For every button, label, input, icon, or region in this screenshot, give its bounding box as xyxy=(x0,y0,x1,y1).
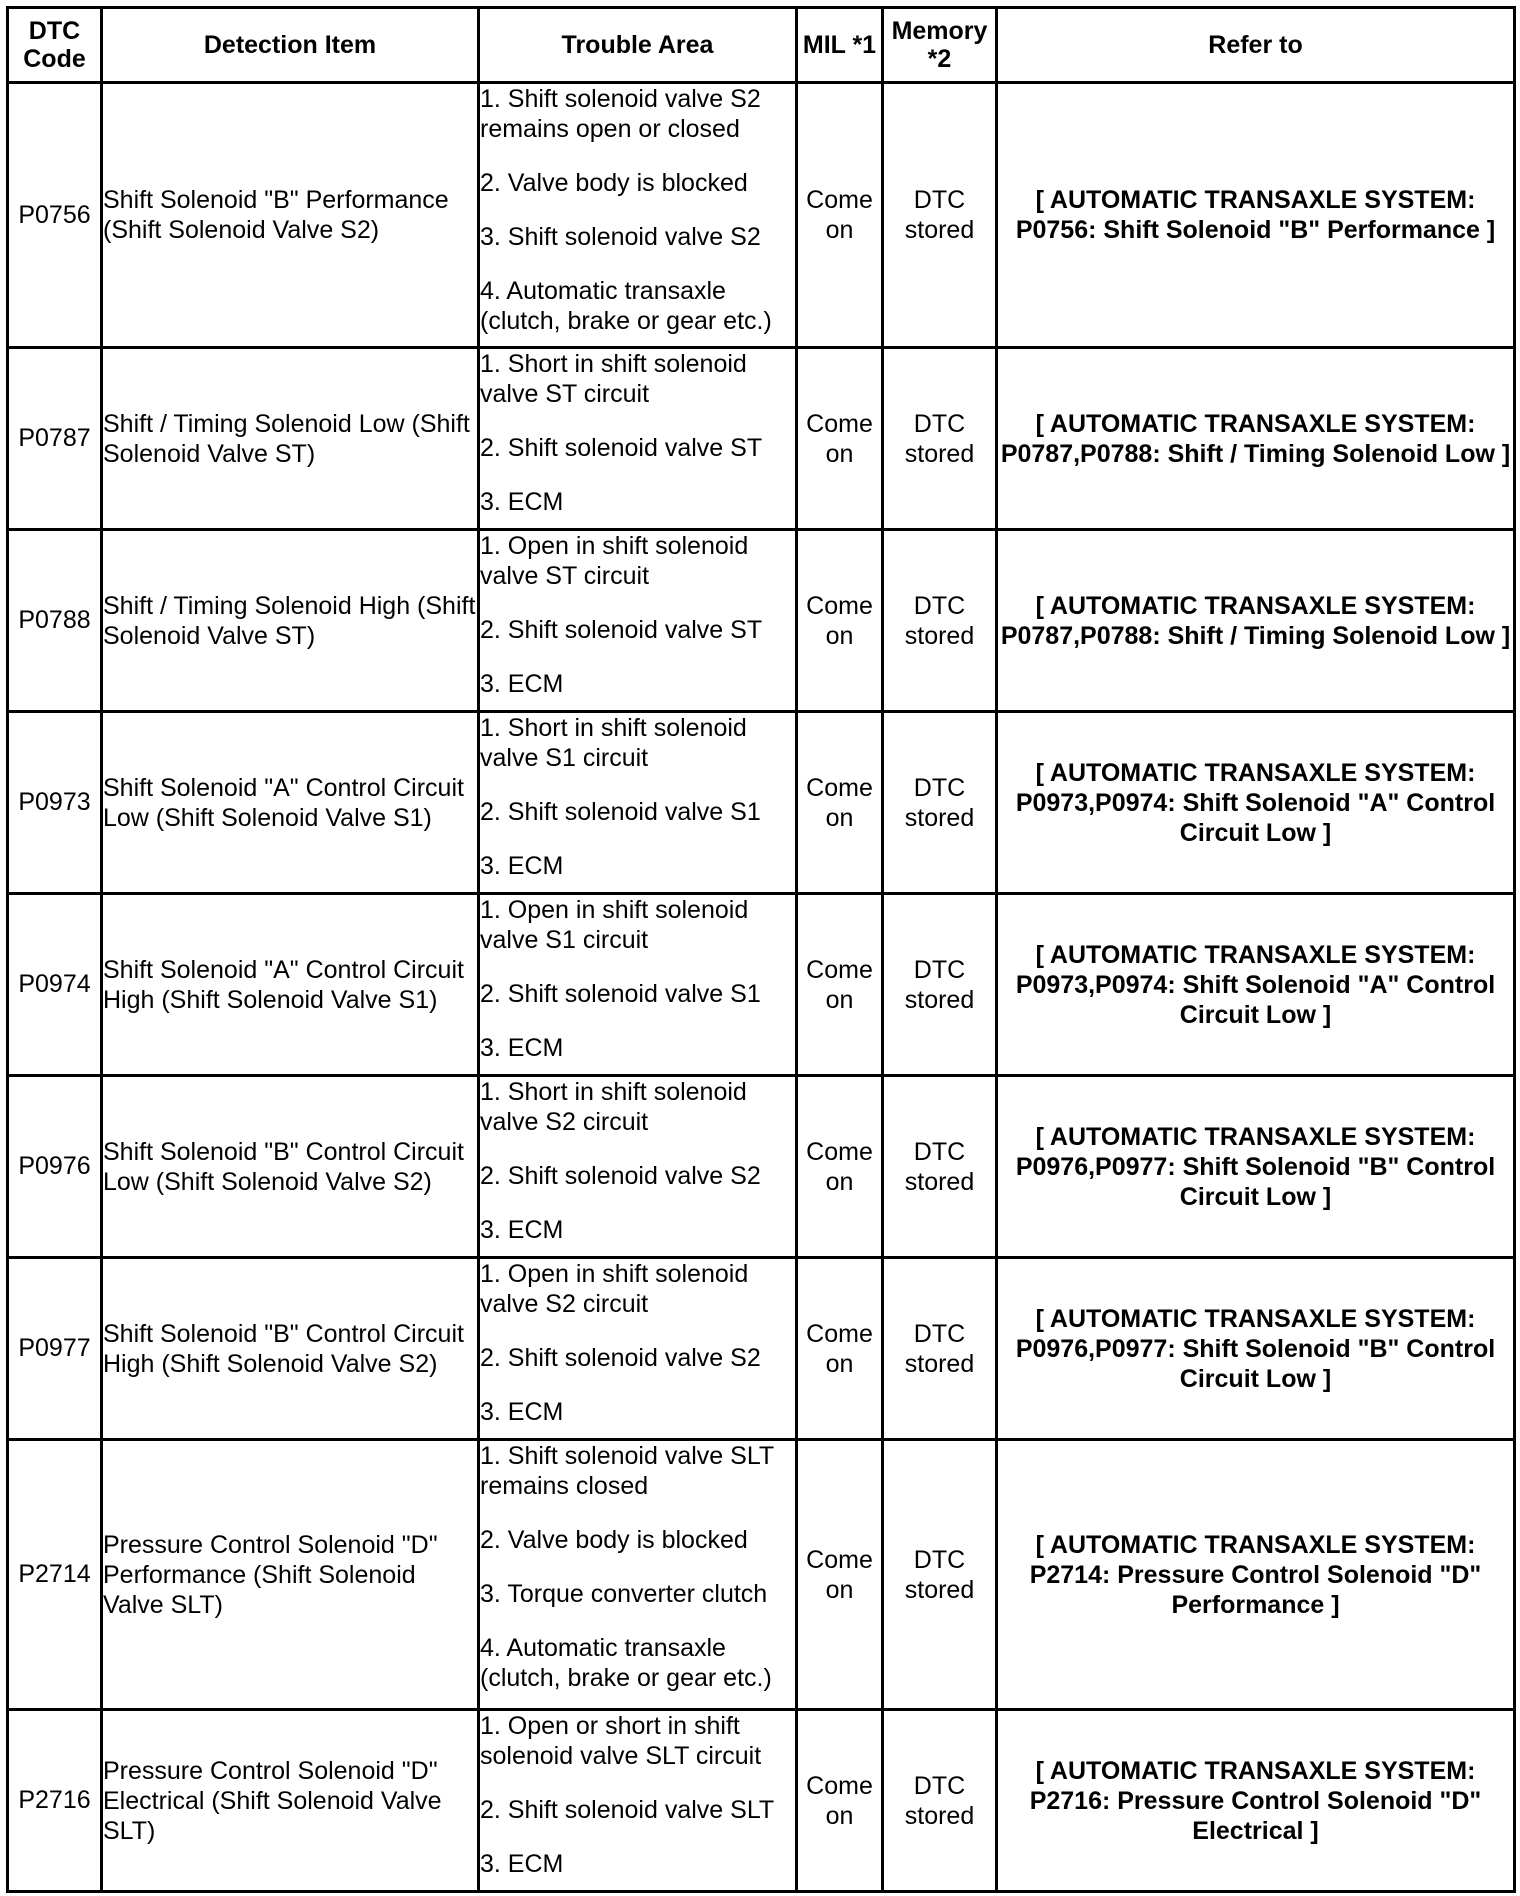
trouble-area-item: 3. Shift solenoid valve S2 xyxy=(480,223,761,251)
table-row xyxy=(8,1710,1515,1892)
header-dtc-code: DTC Code xyxy=(8,8,102,83)
mil-status: Come on xyxy=(797,712,883,894)
refer-to: [ AUTOMATIC TRANSAXLE SYSTEM: P0787,P0788: Shift / Timing Solenoid Low ] xyxy=(997,530,1515,712)
dtc-code: P0974 xyxy=(8,894,102,1076)
trouble-area-item: 1. Open in shift solenoid valve S2 circuit xyxy=(480,1260,749,1318)
memory-status: DTC stored xyxy=(883,1440,997,1710)
header-detection-item: Detection Item xyxy=(102,8,479,83)
trouble-area-item: 2. Shift solenoid valve S2 xyxy=(480,1162,761,1190)
trouble-area xyxy=(479,1258,797,1440)
mil-status: Come on xyxy=(797,530,883,712)
trouble-area-item: 1. Open in shift solenoid valve S1 circuit xyxy=(480,896,749,954)
mil-status: Come on xyxy=(797,348,883,530)
trouble-area-item: 3. ECM xyxy=(480,670,564,698)
detection-item: Pressure Control Solenoid "D" Performance (Shift Solenoid Valve SLT) xyxy=(102,1440,479,1710)
header-refer-to: Refer to xyxy=(997,8,1515,83)
dtc-code: P2714 xyxy=(8,1440,102,1710)
refer-to: [ AUTOMATIC TRANSAXLE SYSTEM: P0976,P0977: Shift Solenoid "B" Control Circuit Low ] xyxy=(997,1258,1515,1440)
dtc-code: P0973 xyxy=(8,712,102,894)
mil-status: Come on xyxy=(797,1258,883,1440)
header-mil: MIL *1 xyxy=(797,8,883,83)
mil-status: Come on xyxy=(797,1440,883,1710)
trouble-area-item: 3. ECM xyxy=(480,1850,564,1878)
trouble-area-item: 2. Shift solenoid valve S2 xyxy=(480,1344,761,1372)
table-row xyxy=(8,530,1515,712)
dtc-code: P0787 xyxy=(8,348,102,530)
table-row xyxy=(8,712,1515,894)
memory-status: DTC stored xyxy=(883,83,997,348)
trouble-area-item: 1. Short in shift solenoid valve ST circuit xyxy=(480,350,747,408)
header-trouble-area: Trouble Area xyxy=(479,8,797,83)
dtc-table xyxy=(6,6,1516,1893)
trouble-area xyxy=(479,530,797,712)
trouble-area-item: 1. Open or short in shift solenoid valve SLT circuit xyxy=(480,1712,762,1770)
mil-status: Come on xyxy=(797,894,883,1076)
dtc-code: P0756 xyxy=(8,83,102,348)
detection-item: Shift Solenoid "A" Control Circuit High (Shift Solenoid Valve S1) xyxy=(102,894,479,1076)
trouble-area xyxy=(479,894,797,1076)
trouble-area-item: 4. Automatic transaxle (clutch, brake or gear etc.) xyxy=(480,1634,772,1692)
header-row xyxy=(8,8,1515,83)
header-memory: Memory *2 xyxy=(883,8,997,83)
dtc-code: P0788 xyxy=(8,530,102,712)
trouble-area-item: 2. Valve body is blocked xyxy=(480,169,748,197)
refer-to: [ AUTOMATIC TRANSAXLE SYSTEM: P0787,P0788: Shift / Timing Solenoid Low ] xyxy=(997,348,1515,530)
detection-item: Shift Solenoid "B" Performance (Shift Solenoid Valve S2) xyxy=(102,83,479,348)
detection-item: Shift Solenoid "B" Control Circuit High (Shift Solenoid Valve S2) xyxy=(102,1258,479,1440)
table-row xyxy=(8,348,1515,530)
mil-status: Come on xyxy=(797,1710,883,1892)
table-row xyxy=(8,1076,1515,1258)
detection-item: Shift Solenoid "A" Control Circuit Low (Shift Solenoid Valve S1) xyxy=(102,712,479,894)
memory-status: DTC stored xyxy=(883,348,997,530)
trouble-area-item: 1. Shift solenoid valve SLT remains closed xyxy=(480,1442,774,1500)
trouble-area-item: 3. ECM xyxy=(480,1216,564,1244)
trouble-area xyxy=(479,83,797,348)
trouble-area-item: 2. Shift solenoid valve S1 xyxy=(480,798,761,826)
refer-to: [ AUTOMATIC TRANSAXLE SYSTEM: P0973,P0974: Shift Solenoid "A" Control Circuit Low ] xyxy=(997,712,1515,894)
trouble-area-item: 1. Short in shift solenoid valve S2 circuit xyxy=(480,1078,747,1136)
trouble-area-item: 1. Short in shift solenoid valve S1 circuit xyxy=(480,714,747,772)
trouble-area-item: 2. Shift solenoid valve ST xyxy=(480,616,763,644)
dtc-code: P0976 xyxy=(8,1076,102,1258)
trouble-area-item: 1. Open in shift solenoid valve ST circuit xyxy=(480,532,749,590)
trouble-area-item: 3. ECM xyxy=(480,852,564,880)
memory-status: DTC stored xyxy=(883,1710,997,1892)
trouble-area-item: 3. ECM xyxy=(480,1034,564,1062)
table-row xyxy=(8,894,1515,1076)
memory-status: DTC stored xyxy=(883,1258,997,1440)
detection-item: Shift / Timing Solenoid High (Shift Solenoid Valve ST) xyxy=(102,530,479,712)
detection-item: Pressure Control Solenoid "D" Electrical (Shift Solenoid Valve SLT) xyxy=(102,1710,479,1892)
trouble-area-item: 2. Valve body is blocked xyxy=(480,1526,748,1554)
trouble-area-item: 3. ECM xyxy=(480,488,564,516)
dtc-code: P0977 xyxy=(8,1258,102,1440)
trouble-area-item: 2. Shift solenoid valve S1 xyxy=(480,980,761,1008)
memory-status: DTC stored xyxy=(883,894,997,1076)
trouble-area-item: 3. Torque converter clutch xyxy=(480,1580,768,1608)
table-body xyxy=(8,83,1515,1892)
trouble-area-item: 2. Shift solenoid valve SLT xyxy=(480,1796,775,1824)
refer-to: [ AUTOMATIC TRANSAXLE SYSTEM: P0756: Shift Solenoid "B" Performance ] xyxy=(997,83,1515,348)
trouble-area xyxy=(479,348,797,530)
refer-to: [ AUTOMATIC TRANSAXLE SYSTEM: P2716: Pressure Control Solenoid "D" Electrical ] xyxy=(997,1710,1515,1892)
detection-item: Shift / Timing Solenoid Low (Shift Solenoid Valve ST) xyxy=(102,348,479,530)
mil-status: Come on xyxy=(797,83,883,348)
trouble-area xyxy=(479,712,797,894)
refer-to: [ AUTOMATIC TRANSAXLE SYSTEM: P0976,P0977: Shift Solenoid "B" Control Circuit Low ] xyxy=(997,1076,1515,1258)
trouble-area xyxy=(479,1440,797,1710)
table-row xyxy=(8,1258,1515,1440)
refer-to: [ AUTOMATIC TRANSAXLE SYSTEM: P2714: Pressure Control Solenoid "D" Performance ] xyxy=(997,1440,1515,1710)
trouble-area-item: 2. Shift solenoid valve ST xyxy=(480,434,763,462)
memory-status: DTC stored xyxy=(883,1076,997,1258)
table-row xyxy=(8,83,1515,348)
trouble-area-item: 4. Automatic transaxle (clutch, brake or gear etc.) xyxy=(480,277,772,335)
trouble-area xyxy=(479,1710,797,1892)
table-row xyxy=(8,1440,1515,1710)
mil-status: Come on xyxy=(797,1076,883,1258)
detection-item: Shift Solenoid "B" Control Circuit Low (Shift Solenoid Valve S2) xyxy=(102,1076,479,1258)
memory-status: DTC stored xyxy=(883,712,997,894)
trouble-area-item: 3. ECM xyxy=(480,1398,564,1426)
memory-status: DTC stored xyxy=(883,530,997,712)
trouble-area xyxy=(479,1076,797,1258)
dtc-code: P2716 xyxy=(8,1710,102,1892)
trouble-area-item: 1. Shift solenoid valve S2 remains open or closed xyxy=(480,85,761,143)
refer-to: [ AUTOMATIC TRANSAXLE SYSTEM: P0973,P0974: Shift Solenoid "A" Control Circuit Low ] xyxy=(997,894,1515,1076)
